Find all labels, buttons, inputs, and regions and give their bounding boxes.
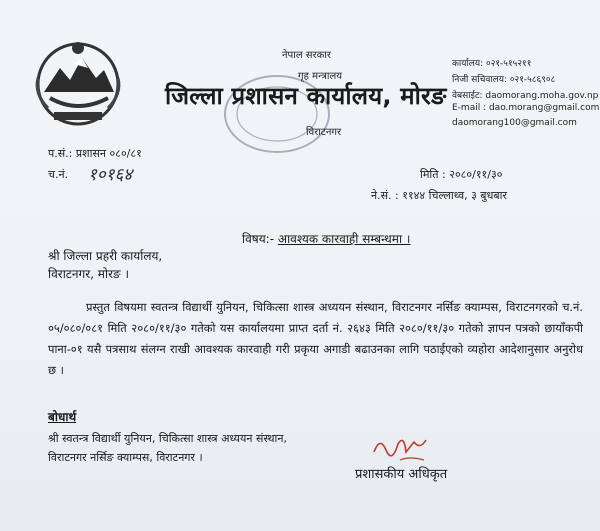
recipient-line-1: श्री जिल्ला प्रहरी कार्यालय, xyxy=(48,249,163,263)
cc-heading: बोधार्थ xyxy=(48,410,77,424)
reference-ps: प.सं.: प्रशासन ०८०/८१ xyxy=(48,147,142,160)
subject-label: विषय:- xyxy=(242,232,275,246)
email-secondary: daomorang100@gmail.com xyxy=(452,118,577,128)
subject-value: आवश्यक कारवाही सम्बन्धमा । xyxy=(277,232,411,246)
reference-cn-value: १०१६४ xyxy=(88,165,133,185)
signatory-title: प्रशासकीय अधिकृत xyxy=(355,467,448,482)
secretariat-phone: निजी सचिवालय: ०२१-५८६९०८ xyxy=(452,75,556,85)
letter-body: प्रस्तुत विषयमा स्वतन्त्र विद्यार्थी युनियन, चिकित्सा शास्त्र अध्ययन संस्थान, विराटनगर नर्सिङ क्याम्पस, विराटनगरको च.नं. ०५/०८०/०८१ मिति २०८०/११/३० गतेको यस कार्यालयमा प्राप्त दर्ता नं. २६४३ मिति २०८०/११/३० गतेको ज्ञापन पत्रको छायाँकपी पाना-०१ यसै पत्रसाथ संलग्न राखी आवश्यक कारवाही गरी प्रकृया अगाडी बढाउनका लागि पठाईएको व्यहोरा आदेशानुसार अनुरोध छ । xyxy=(48,300,583,377)
letter-date: मिति : २०८०/११/३० xyxy=(420,168,503,181)
government-name: नेपाल सरकार xyxy=(282,50,331,61)
nepal-sambat-date: ने.सं. : ११४४ चिल्लाथ्व, ३ बुधबार xyxy=(371,189,507,202)
reference-cn-label: च.नं. xyxy=(48,168,69,181)
nepal-emblem-icon xyxy=(30,34,126,130)
subject-line xyxy=(242,230,410,247)
office-title: जिल्ला प्रशासन कार्यालय, मोरङ xyxy=(165,82,447,110)
email-primary: E-mail : dao.morang@gmail.com xyxy=(452,103,600,113)
website: वेबसाईट: daomorang.moha.gov.np xyxy=(452,91,599,101)
recipient-line-2: विराटनगर, मोरङ । xyxy=(48,267,129,281)
ministry-name: गृह मन्त्रालय xyxy=(298,71,343,82)
cc-line-1: श्री स्वतन्त्र विद्यार्थी युनियन, चिकित्सा शास्त्र अध्ययन संस्थान, xyxy=(48,432,287,445)
office-phone: कार्यालय: ०२१-५१५२११ xyxy=(452,59,532,69)
cc-line-2: विराटनगर नर्सिङ क्याम्पस, विराटनगर । xyxy=(48,451,203,464)
office-location: विराटनगर xyxy=(306,127,342,138)
handwritten-signature xyxy=(370,430,430,466)
